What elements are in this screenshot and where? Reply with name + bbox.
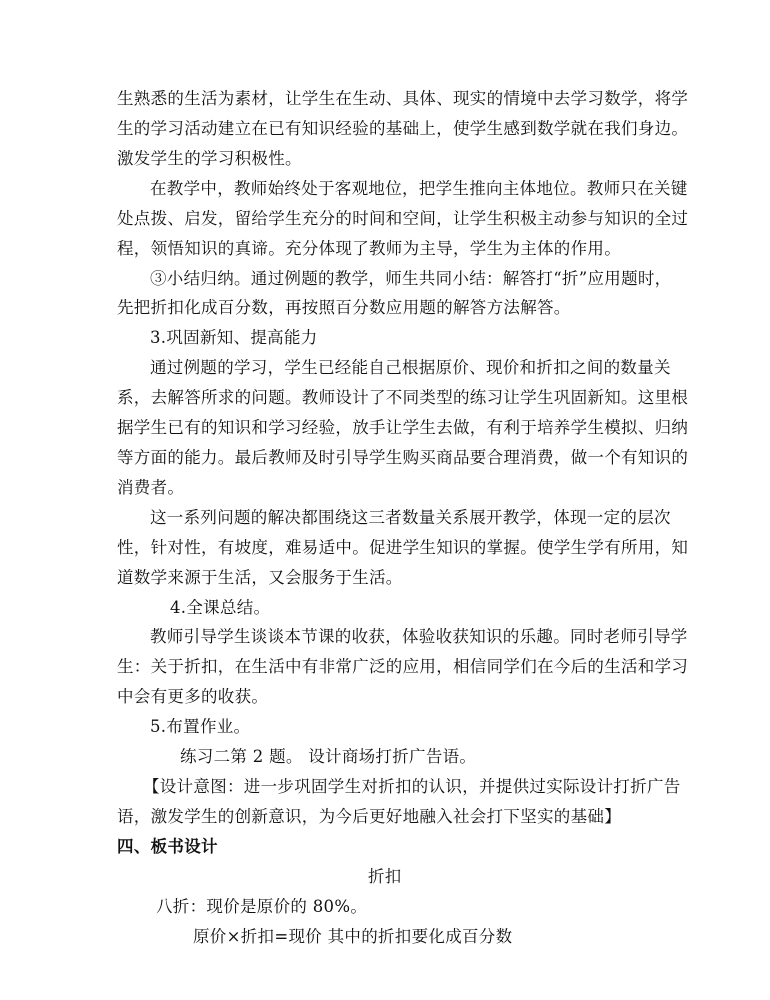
- paragraph-line: 这一系列问题的解决都围绕这三者数量关系展开教学，体现一定的层次: [150, 508, 671, 527]
- paragraph-line: 等方面的能力。最后教师及时引导学生购买商品要合理消费，做一个有知识的: [117, 448, 689, 467]
- paragraph-line: 消费者。: [117, 478, 185, 497]
- paragraph-line: 生的学习活动建立在已有知识经验的基础上，使学生感到数学就在我们身边。: [117, 119, 689, 138]
- board-formula: 原价×折扣=现价 其中的折扣要化成百分数: [193, 927, 513, 946]
- paragraph-line: 生：关于折扣，在生活中有非常广泛的应用，相信同学们在今后的生活和学习: [117, 657, 689, 676]
- homework-line: 练习二第 2 题。 设计商场打折广告语。: [180, 747, 477, 766]
- section-heading: 5.布置作业。: [150, 717, 251, 736]
- paragraph-line: 生熟悉的生活为素材，让学生在生动、具体、现实的情境中去学习数学，将学: [117, 89, 689, 108]
- paragraph-line: 处点拨、启发，留给学生充分的时间和空间，让学生积极主动参与知识的全过: [117, 209, 689, 228]
- paragraph-line: 激发学生的学习积极性。: [117, 149, 302, 168]
- paragraph-line: ③小结归纳。通过例题的教学，师生共同小结：解答打“折”应用题时，: [150, 269, 672, 288]
- paragraph-line: 道数学来源于生活，又会服务于生活。: [117, 568, 403, 587]
- board-title: 折扣: [368, 867, 402, 886]
- board-line: 八折：现价是原价的 80%。: [156, 897, 368, 916]
- section-title: 四、板书设计: [117, 837, 218, 856]
- paragraph-line: 程，领悟知识的真谛。充分体现了教师为主导，学生为主体的作用。: [117, 239, 621, 258]
- paragraph-line: 通过例题的学习，学生已经能自己根据原价、现价和折扣之间的数量关: [150, 358, 671, 377]
- paragraph-line: 系，去解答所求的问题。教师设计了不同类型的练习让学生巩固新知。这里根: [117, 388, 689, 407]
- paragraph-line: 在教学中，教师始终处于客观地位，把学生推向主体地位。教师只在关键: [150, 179, 688, 198]
- paragraph-line: 据学生已有的知识和学习经验，放手让学生去做，有利于培养学生模拟、归纳: [117, 418, 689, 437]
- design-intent-line: 【设计意图：进一步巩固学生对折扣的认识，并提供过实际设计打折广告: [143, 777, 681, 796]
- paragraph-line: 中会有更多的收获。: [117, 687, 269, 706]
- design-intent-line: 语，激发学生的创新意识，为今后更好地融入社会打下坚实的基础】: [117, 807, 621, 826]
- section-heading: 3.巩固新知、提高能力: [150, 328, 318, 347]
- paragraph-line: 教师引导学生谈谈本节课的收获，体验收获知识的乐趣。同时老师引导学: [150, 627, 688, 646]
- paragraph-line: 性，针对性，有坡度，难易适中。促进学生知识的掌握。使学生学有所用，知: [117, 538, 689, 557]
- section-heading: 4.全课总结。: [170, 598, 271, 617]
- paragraph-line: 先把折扣化成百分数，再按照百分数应用题的解答方法解答。: [117, 298, 571, 317]
